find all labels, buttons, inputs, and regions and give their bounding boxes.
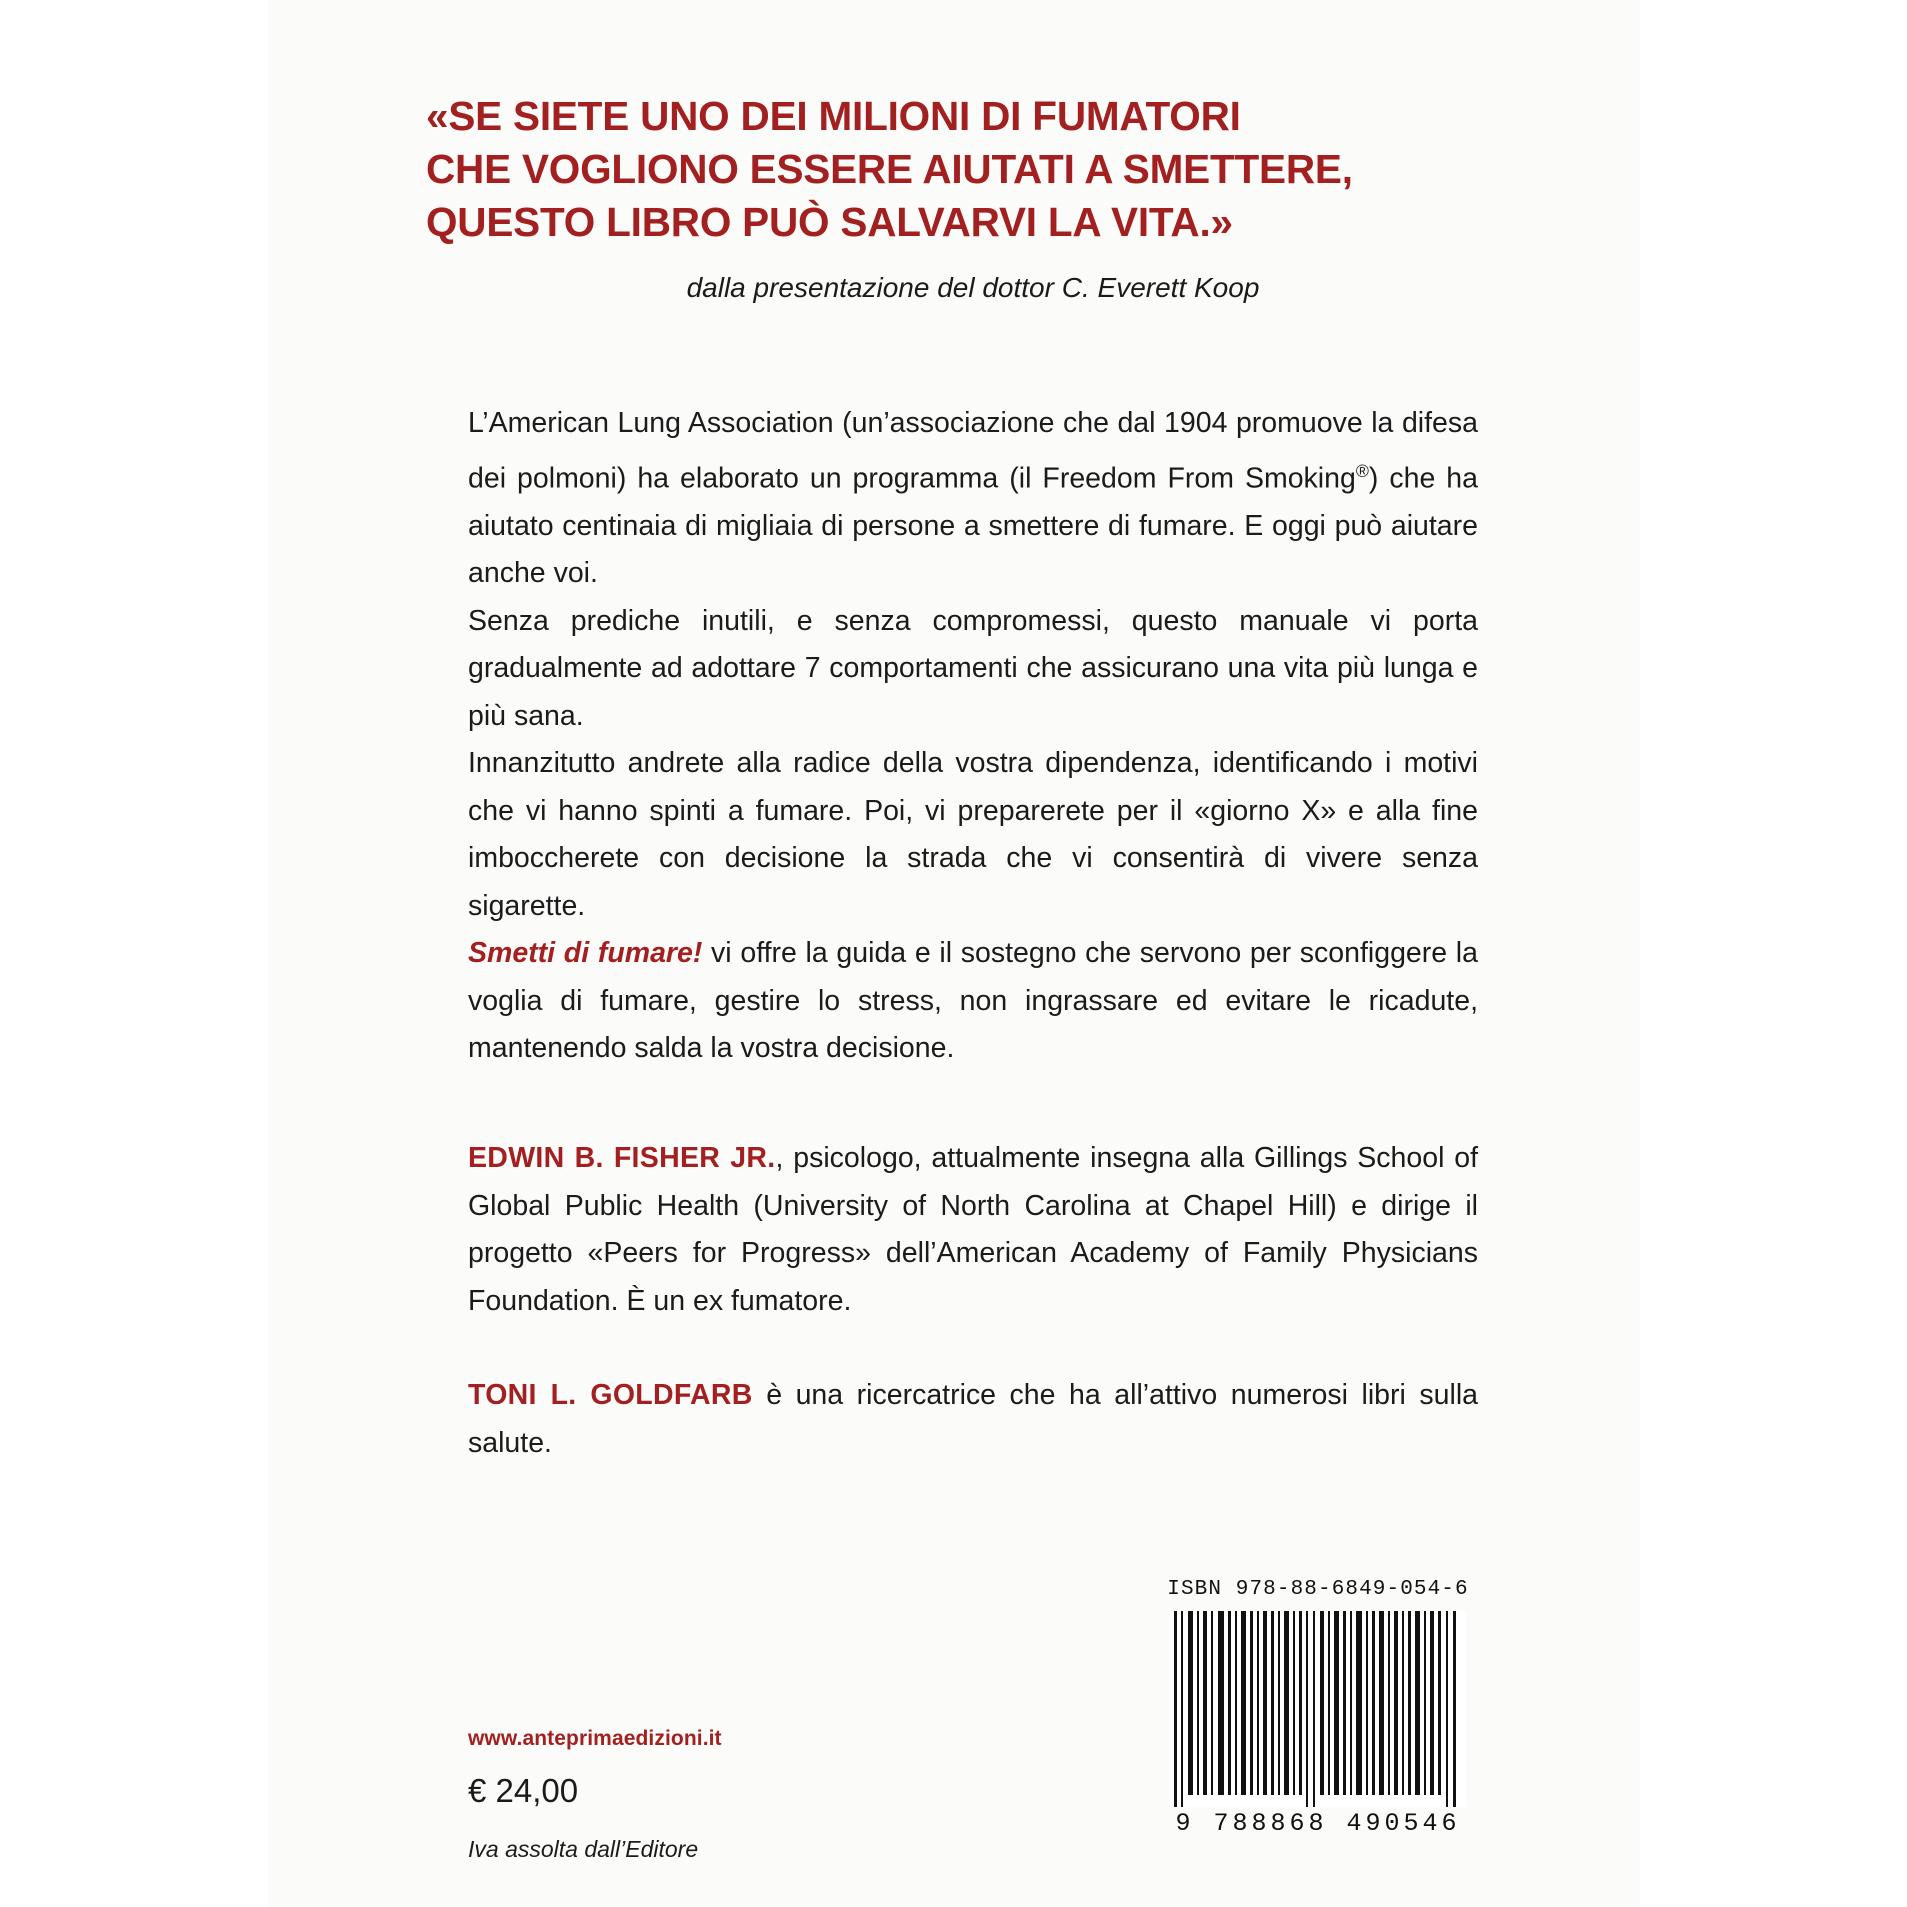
book-back-cover xyxy=(268,0,1640,1907)
blurb-paragraph-3: Innanzitutto andrete alla radice della vostra dipendenza, identificando i motivi che vi hanno spinti a fumare. Poi, vi preparerete per il «giorno X» e alla fine imboccherete con decisione la strada che vi consentirà di vivere senza sigarette. xyxy=(468,747,1478,922)
isbn-number: ISBN 978-88-6849-054-6 xyxy=(1167,1578,1469,1601)
author-name-1: EDWIN B. FISHER JR. xyxy=(468,1142,776,1174)
author-name-2: TONI L. GOLDFARB xyxy=(468,1379,753,1411)
quote-attribution: dalla presentazione del dottor C. Everett Koop xyxy=(686,272,1260,303)
author-bio-text-2: è una ricercatrice che ha all’attivo numerosi libri sulla salute. xyxy=(468,1379,1478,1459)
pull-quote xyxy=(426,90,1486,249)
blurb-body xyxy=(468,400,1478,1073)
pull-quote-line-2: CHE VOGLIONO ESSERE AIUTATI A SMETTERE, xyxy=(426,146,1353,192)
author-bio-1 xyxy=(468,1135,1478,1325)
registered-mark: ® xyxy=(1355,460,1369,481)
blurb-paragraph-1 xyxy=(468,400,1478,598)
pull-quote-line-1: «SE SIETE UNO DEI MILIONI DI FUMATORI xyxy=(426,93,1241,139)
blurb-p4-rest: vi offre la guida e il sostegno che servono per sconfiggere la voglia di fumare, gestire lo stress, non ingrassare ed evitare le ricadute, mantenendo salda la vostra decisione. xyxy=(468,937,1478,1064)
cover-content xyxy=(426,0,1478,1907)
blurb-p1-part-b: ) che ha aiutato centinaia di migliaia di persone a smettere di fumare. E oggi può aiutare anche voi. xyxy=(468,462,1478,589)
publisher-website[interactable]: www.anteprimaedizioni.it xyxy=(468,1727,722,1750)
vat-note: Iva assolta dall’Editore xyxy=(468,1836,699,1862)
barcode-icon xyxy=(1170,1611,1466,1807)
pull-quote-line-3: QUESTO LIBRO PUÒ SALVARVI LA VITA.» xyxy=(426,199,1233,245)
book-title-inline: Smetti di fumare! xyxy=(468,937,703,969)
blurb-p1-part-a: L’American Lung Association (un’associazione che dal 1904 promuove la difesa dei polmoni) ha elaborato un programma (il Freedom From Smoking xyxy=(468,407,1478,494)
author-bio-text-1: , psicologo, attualmente insegna alla Gillings School of Global Public Health (University of North Carolina at Chapel Hill) e dirige il progetto «Peers for Progress» dell’American Academy of Family Physicians Foundation. È un ex fumatore. xyxy=(468,1142,1478,1317)
author-bio-2 xyxy=(468,1372,1478,1467)
blurb-paragraph-2: Senza prediche inutili, e senza compromessi, questo manuale vi porta gradualmente ad adottare 7 comportamenti che assicurano una vita più lunga e più sana. xyxy=(468,604,1478,732)
blurb-paragraph-4 xyxy=(468,930,1478,1073)
isbn-barcode-block xyxy=(1158,1578,1478,1838)
barcode-digits: 9 788868 490546 xyxy=(1175,1809,1461,1838)
price-label: € 24,00 xyxy=(468,1772,579,1809)
author-bios xyxy=(468,1135,1478,1467)
